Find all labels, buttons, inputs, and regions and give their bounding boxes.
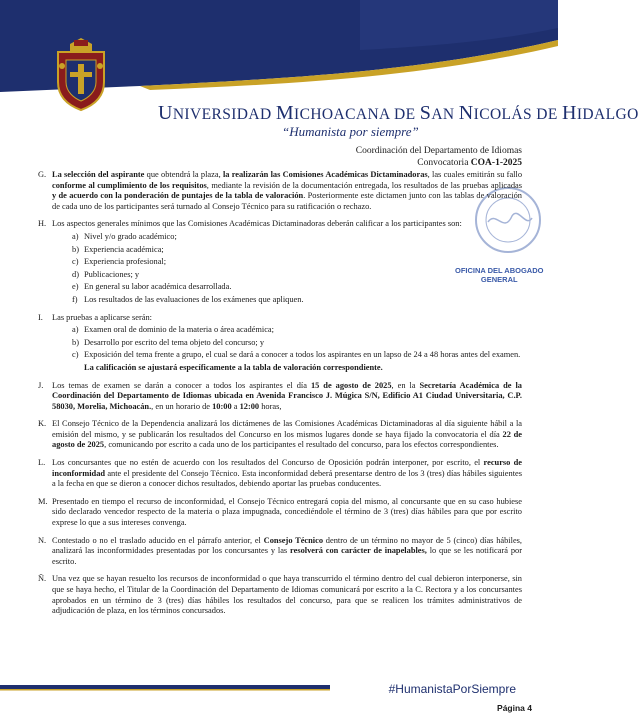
list-item: b) Desarrollo por escrito del tema objeto del concurso; y xyxy=(72,337,265,347)
section-g: G. La selección del aspirante que obtendrá la plaza, la realizarán las Comisiones Académicas Dictaminadoras, las cuales emitirán su fallo conforme al cumplimiento de los requisitos, mediante la revisión de la documentación entregada, los resultados de las pruebas aplicadas y de acuerdo con la ponderación de puntajes de la tabla de valoración. Posteriormente este dictamen junto con las tablas de valoración de cada uno de los participantes será turnado al Consejo Técnico para su ratificación o rechazo. xyxy=(38,170,523,211)
list-item: d) Publicaciones; y xyxy=(72,269,140,279)
grading-note: La calificación se ajustará específicamente a la tabla de valoración correspondiente. xyxy=(84,362,383,372)
list-item: a) Examen oral de dominio de la materia o área académica; xyxy=(72,325,274,335)
list-item: b) Experiencia académica; xyxy=(72,244,164,254)
section-i: I. Las pruebas a aplicarse serán: a) Examen oral de dominio de la materia o área académica; b) Desarrollo por escrito del tema objeto del concurso; y c) Exposición del tema frente a grupo, el cual se dará a conocer a todos los aspirantes en un lapso de 24 a 48 horas antes del examen. La calificación se ajustará específicamente a la tabla de valoración correspondiente. xyxy=(38,312,521,372)
section-m: M. Presentado en tiempo el recurso de inconformidad, el Consejo Técnico entregará copia del mismo, al concursante que en su caso hubiese sido declarado vencedor respecto de la materia o plaza impugnada, concediéndole el término de 3 (tres) días hábiles para que por escrito exprese lo que a sus intereses convenga. xyxy=(38,496,522,528)
list-item: c) Experiencia profesional; xyxy=(72,257,167,267)
list-item: e) En general su labor académica desarrollada. xyxy=(72,282,232,292)
footer-hashtag: #HumanistaPorSiempre xyxy=(388,682,516,696)
page-number: Página 4 xyxy=(497,703,532,713)
document-body xyxy=(38,170,522,624)
call-identifier: Convocatoria COA-1-2025 xyxy=(417,158,522,168)
department-heading xyxy=(356,145,522,169)
university-name: UNIVERSIDAD MICHOACANA DE SAN NICOLÁS DE HIDALGO xyxy=(158,102,639,124)
department-name: Coordinación del Departamento de Idiomas xyxy=(355,146,522,156)
section-j: J. Los temas de examen se darán a conocer a todos los aspirantes el día 15 de agosto de 2025, en la Secretaría Académica de la Coordinación del Departamento de Idiomas ubicada en Avenida Francisco J. Múgica S/N, Edificio A1 Ciudad Universitaria, C.P. 58030, Morelia, Michoacán., en un horario de 10:00 a 12:00 horas, xyxy=(38,380,522,411)
university-motto: “Humanista por siempre” xyxy=(282,124,419,139)
list-item: f) Los resultados de las evaluaciones de los exámenes que apliquen. xyxy=(72,294,304,304)
section-h: H. Los aspectos generales mínimos que las Comisiones Académicas Dictaminadoras deberán calificar a los participantes son: a) Nivel y/o grado académico; b) Experiencia académica; c) Experiencia profesional; d) Publicaciones; y e) En general su labor académica desarrollada. f) Los resultados de las evaluaciones de los exámenes que apliquen. xyxy=(38,219,522,305)
section-n: N. Contestado o no el traslado aducido en el párrafo anterior, el Consejo Técnico dentro de un término no mayor de 5 (cinco) días hábiles, analizará las inconformidades presentadas por los concursantes y las resolverá con carácter de inapelables, lo que se les notificará por escrito. xyxy=(38,535,523,566)
section-l: L. Los concursantes que no estén de acuerdo con los resultados del Concurso de Oposición podrán interponer, por escrito, el recurso de inconformidad ante el presidente del Consejo Técnico. Esta inconformidad deberá presentarse dentro de los 3 (tres) días hábiles siguientes a la fecha en que se dieron a conocer dichos resultados, debiendo aportar las pruebas conducentes. xyxy=(38,458,522,489)
list-item: a) Nivel y/o grado académico; xyxy=(72,231,177,241)
section-k: K. El Consejo Técnico de la Dependencia analizará los dictámenes de las Comisiones Académicas Dictaminadoras al día siguiente hábil a la emisión del mismo, y se publicarán los resultados del Concurso en los mismos lugares donde se haya fijado la convocatoria el día 22 de agosto de 2025, comunicando por escrito a cada uno de los participantes el resultado del concurso, para los efectos correspondientes. xyxy=(38,419,522,450)
university-crest-icon xyxy=(52,36,110,112)
list-item: c) Exposición del tema frente a grupo, el cual se dará a conocer a todos los aspirantes en un lapso de 24 a 48 horas antes del examen. xyxy=(72,350,521,360)
section-nn: Ñ. Una vez que se hayan resuelto los recursos de inconformidad o que haya transcurrido el término dentro del cual debieron interponerse, sin que se haya hecho, el Titular de la Coordinación del Departamento de Idiomas comunicará por escrito a la C. Rectora y a los concursantes aprobados en un término de 3 (tres) días hábiles los resultados del concurso, para que se realicen los trámites administrativos de adjudicación de plaza, en los términos concursados. xyxy=(38,574,522,616)
stamp-label: OFICINA DEL ABOGADO GENERAL xyxy=(455,266,544,284)
